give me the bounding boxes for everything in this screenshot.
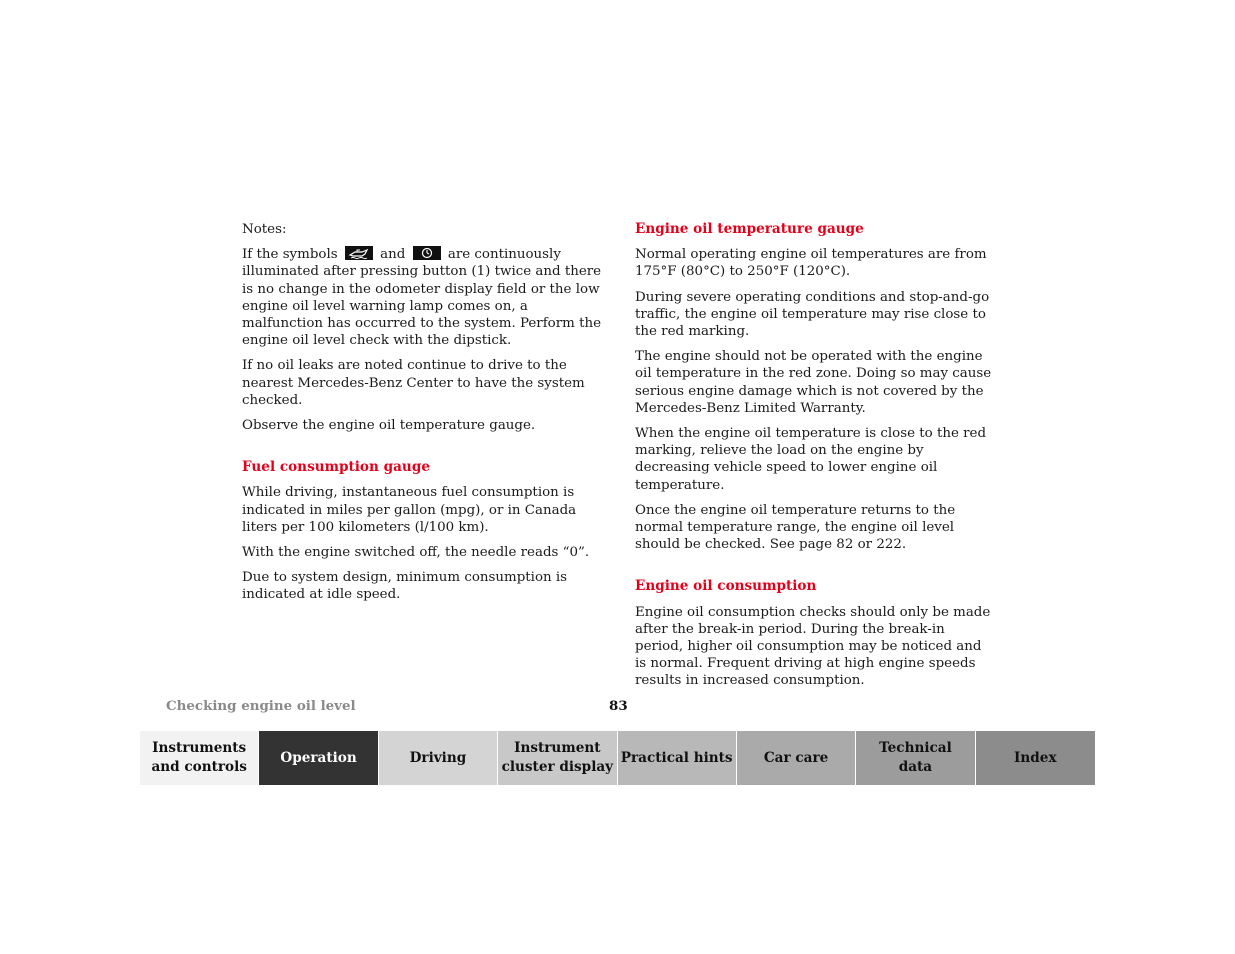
temp-paragraph-1: Normal operating engine oil temperatures are from 175°F (80°C) to 250°F (120°C). [635, 247, 987, 280]
left-column [242, 221, 604, 612]
tab-operation[interactable]: Operation [259, 731, 378, 785]
oil-consumption-heading: Engine oil consumption [635, 578, 817, 595]
fuel-consumption-heading: Fuel consumption gauge [242, 459, 430, 476]
temp-paragraph-2: During severe operating conditions and stop-and-go traffic, the engine oil temperature may rise close to the red marking. [635, 289, 990, 340]
bottom-navigation [140, 731, 1095, 785]
consumption-paragraph-1: Engine oil consumption checks should only be made after the break-in period. During the break-in period, higher oil consumption may be noticed and is normal. Frequent driving at high engine speeds results in increased consumption. [635, 604, 991, 689]
notes-paragraph-1 [242, 246, 604, 349]
notes-label: Notes: [242, 222, 287, 237]
p1-text-b: are continuously illuminated after pressing button (1) twice and there is no change in the odometer display field or the low engine oil level warning lamp comes on, a malfunction has occurred to the system. Perform the engine oil level check with the dipstick. [242, 247, 602, 349]
right-column [635, 221, 993, 698]
section-spacer [635, 561, 993, 578]
tab-instruments-and-controls[interactable]: Instruments and controls [140, 731, 259, 785]
fuel-paragraph-3: Due to system design, minimum consumption is indicated at idle speed. [242, 570, 568, 603]
notes-paragraph-3: Observe the engine oil temperature gauge. [242, 418, 536, 434]
fuel-paragraph-2: With the engine switched off, the needle reads “0”. [242, 545, 590, 561]
p1-text-and: and [375, 247, 410, 263]
oil-can-icon [345, 246, 373, 260]
tab-technical-data[interactable]: Technical data [856, 731, 975, 785]
page-number: 83 [609, 698, 628, 714]
tab-instrument-cluster-display[interactable]: Instrument cluster display [498, 731, 617, 785]
temp-paragraph-4: When the engine oil temperature is close to the red marking, relieve the load on the engine by decreasing vehicle speed to lower engine oil temperature. [635, 426, 987, 493]
p1-text-a: If the symbols [242, 247, 342, 263]
section-spacer [242, 442, 604, 459]
footer-section-title: Checking engine oil level [166, 698, 356, 714]
tab-driving[interactable]: Driving [379, 731, 498, 785]
clock-icon [413, 246, 441, 260]
temp-paragraph-5: Once the engine oil temperature returns to the normal temperature range, the engine oil level should be checked. See page 82 or 222. [635, 502, 956, 553]
notes-paragraph-2: If no oil leaks are noted continue to drive to the nearest Mercedes-Benz Center to have the system checked. [242, 358, 585, 408]
tab-index[interactable]: Index [976, 731, 1095, 785]
tab-car-care[interactable]: Car care [737, 731, 856, 785]
temp-paragraph-3: The engine should not be operated with the engine oil temperature in the red zone. Doing so may cause serious engine damage which is not covered by the Mercedes-Benz Limited Warranty. [635, 349, 992, 416]
tab-practical-hints[interactable]: Practical hints [618, 731, 737, 785]
fuel-paragraph-1: While driving, instantaneous fuel consumption is indicated in miles per gallon (mpg), or in Canada liters per 100 kilometers (l/100 km). [242, 485, 577, 535]
oil-temperature-heading: Engine oil temperature gauge [635, 221, 864, 237]
